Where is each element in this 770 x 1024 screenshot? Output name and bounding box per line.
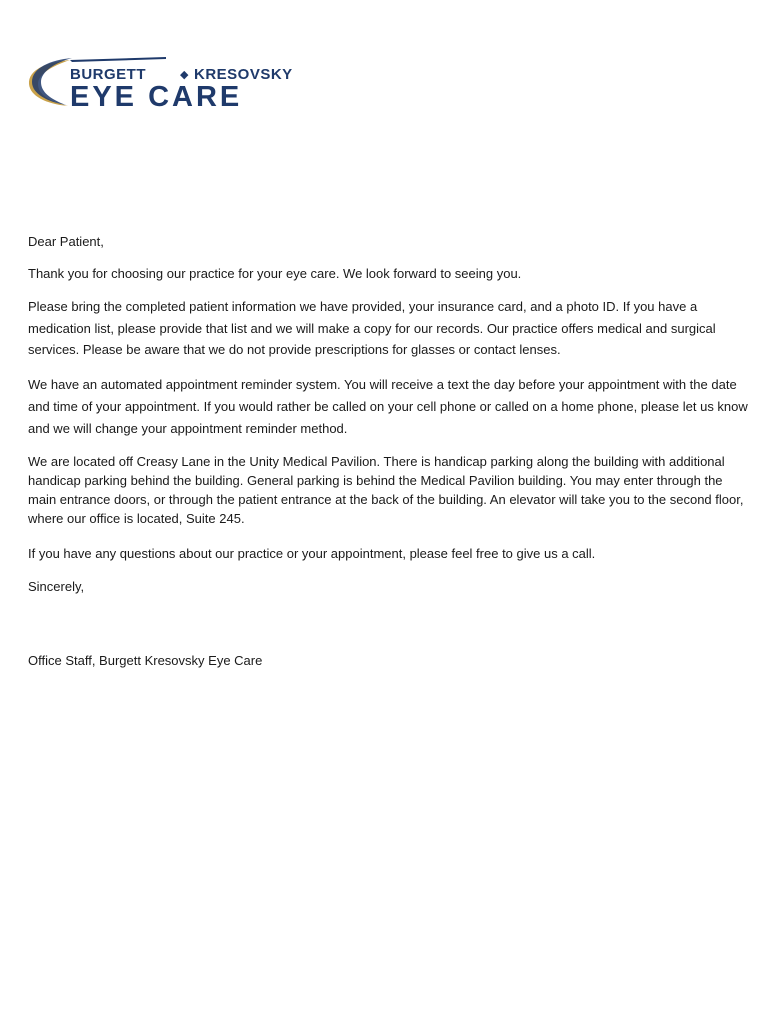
paragraph-questions: If you have any questions about our practice or your appointment, please feel free to give us a call.	[28, 545, 596, 561]
logo-eye-care: EYE CARE	[70, 81, 243, 110]
paragraph-appointment-reminder: We have an automated appointment reminder system. You will receive a text the day before your appointment with the date and time of your appointment. If you would rather be called on your cell phone or called on a home phone, please let us know and we will change your appointment reminder method.	[28, 376, 748, 436]
logo-graphic	[26, 54, 338, 110]
logo-diamond: ◆	[180, 68, 189, 81]
paragraph-thanks: Thank you for choosing our practice for your eye care. We look forward to seeing you.	[28, 266, 522, 281]
letter-body	[28, 232, 750, 671]
logo-name-kresovsky: KRESOVSKY	[194, 66, 293, 83]
salutation: Dear Patient,	[28, 234, 104, 249]
swoosh-navy	[32, 58, 72, 105]
signature: Office Staff, Burgett Kresovsky Eye Care	[28, 652, 263, 668]
swoosh-top-line	[70, 57, 166, 62]
paragraph-location: We are located off Creasy Lane in the Unity Medical Pavilion. There is handicap parking along the building with additional handicap parking behind the building. General parking is behind the Medical Pavilion building. You may enter through the main entrance doors, or through the patient entrance at the back of the building. An elevator will take you to the second floor, where our office is located, Suite 245.	[28, 453, 744, 527]
practice-logo	[26, 54, 338, 110]
logo-name-burgett: BURGETT	[70, 66, 146, 83]
paragraph-what-to-bring: Please bring the completed patient information we have provided, your insurance card, and a photo ID. If you have a medication list, please provide that list and we will make a copy for our records. Our practice offers medical and surgical services. Please be aware that we do not provide prescriptions for glasses or contact lenses.	[28, 299, 716, 357]
closing: Sincerely,	[28, 578, 85, 594]
